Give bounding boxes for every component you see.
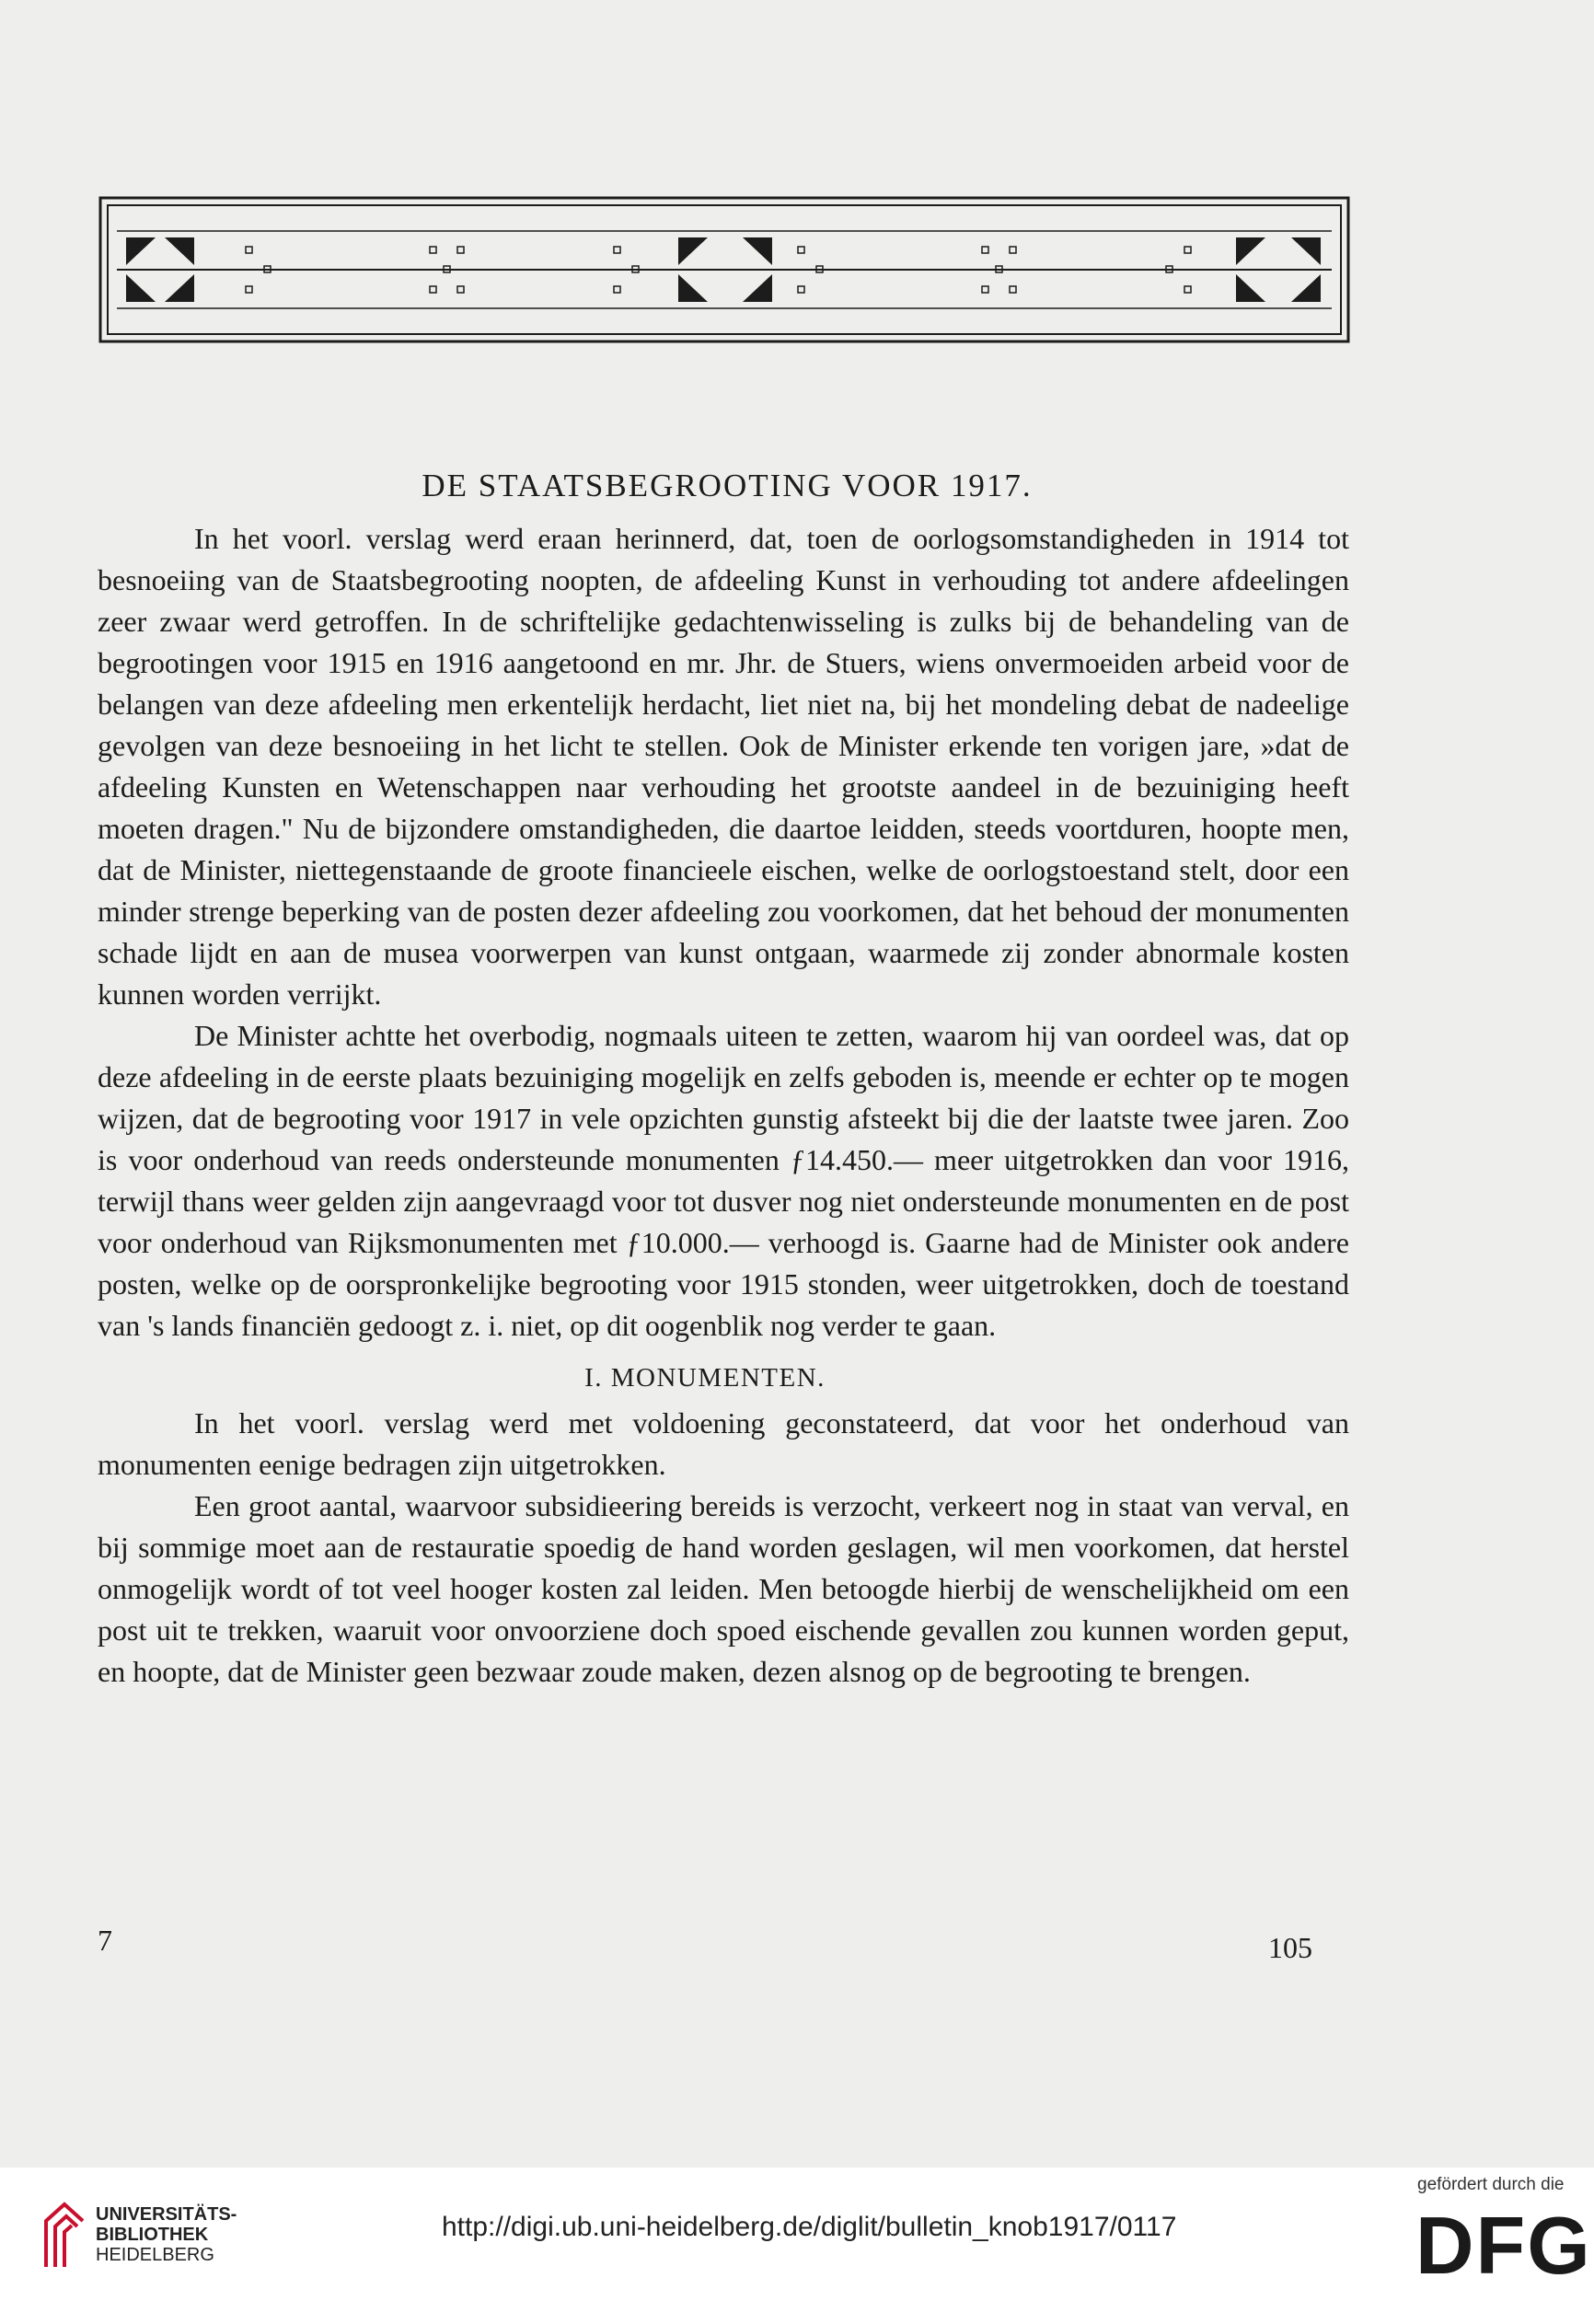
source-url-link[interactable]: http://digi.ub.uni-heidelberg.de/diglit/bulletin_knob1917/0117 [442,2212,1177,2242]
section-heading: I. MONUMENTEN. [584,1363,826,1393]
paragraph: In het voorl. verslag werd met voldoening geconstateerd, dat voor het onderhoud van monumenten eenige bedragen zijn uitgetrokken. [98,1406,1349,1481]
paragraph: In het voorl. verslag werd eraan herinnerd, dat, toen de oorlogsomstandigheden in 1914 tot besnoeiing van de Staatsbegrooting noopten, de afdeeling Kunst in verhouding tot andere afdeelingen zeer zwaar werd getroffen. In de schriftelijke gedachtenwisseling is zulks bij de behandeling van de begrootingen voor 1915 en 1916 aangetoond en mr. Jhr. de Stuers, wiens onvermoeiden arbeid voor de belangen van deze afdeeling men erkentelijk herdacht, liet niet na, bij het mondeling debat de nadeelige gevolgen van deze besnoeiing in het licht te stellen. Ook de Minister erkende ten vorigen jare, »dat de afdeeling Kunsten en Wetenschappen naar verhouding het grootste aandeel in de bezuiniging heeft moeten dragen." Nu de bijzondere omstandigheden, die daartoe leidden, steeds voortduren, hoopte men, dat de Minister, niettegenstaande de groote financieele eischen, welke de oorlogstoestand stelt, door een minder strenge beperking van de posten dezer afdeeling zou voorkomen, dat het behoud der monumenten schade lijdt en aan de musea voorwerpen van kunst ontgaan, waarmede zij zonder abnormale kosten kunnen worden verrijkt. [98,522,1349,1011]
library-logo-icon [37,2193,92,2276]
library-name [96,2204,237,2265]
dfg-logo: DFG [1415,2200,1592,2291]
paragraph: Een groot aantal, waarvoor subsidieering bereids is verzocht, verkeert nog in staat van verval, en bij sommige moet aan de restauratie spoedig de hand worden geslagen, wil men voorkomen, dat herstel onmogelijk wordt of tot veel hooger kosten zal leiden. Men betoogde hierbij de wenschelijkheid om een post uit te trekken, waaruit voor onvoorziene doch spoed eischende gevallen zou kunnen worden geput, en hoopte, dat de Minister geen bezwaar zoude maken, dezen alsnog op de begrooting te brengen. [98,1489,1349,1688]
library-name-line: UNIVERSITÄTS- [96,2204,237,2225]
decorative-header-ornament [98,196,1350,343]
page-number: 105 [1268,1931,1312,1964]
paragraph: De Minister achtte het overbodig, nogmaals uiteen te zetten, waarom hij van oordeel was, dat op deze afdeeling in de eerste plaats bezuiniging mogelijk en zelfs geboden is, meende er echter op te mogen wijzen, dat de begrooting voor 1917 in vele opzichten gunstig afsteekt bij die der laatste twee jaren. Zoo is voor onderhoud van reeds ondersteunde monumenten ƒ14.450.— meer uitgetrokken dan voor 1916, terwijl thans weer gelden zijn aangevraagd voor tot dusver nog niet ondersteunde monumenten en de post voor onderhoud van Rijksmonumenten met ƒ10.000.— verhoogd is. Gaarne had de Minister ook andere posten, welke op de oorspronkelijke begrooting voor 1915 stonden, weer uitgetrokken, doch de toestand van 's lands financiën gedoogt z. i. niet, op dit oogenblik nog verder te gaan. [98,1019,1349,1342]
funded-by-label: gefördert durch die [1417,2175,1565,2194]
article-body [98,518,1349,1693]
digitization-footer [0,2168,1594,2324]
signature-mark: 7 [98,1924,112,1957]
library-name-line: HEIDELBERG [96,2245,214,2265]
article-title: DE STAATSBEGROOTING VOOR 1917. [422,468,1033,503]
library-name-line: BIBLIOTHEK [96,2225,209,2245]
